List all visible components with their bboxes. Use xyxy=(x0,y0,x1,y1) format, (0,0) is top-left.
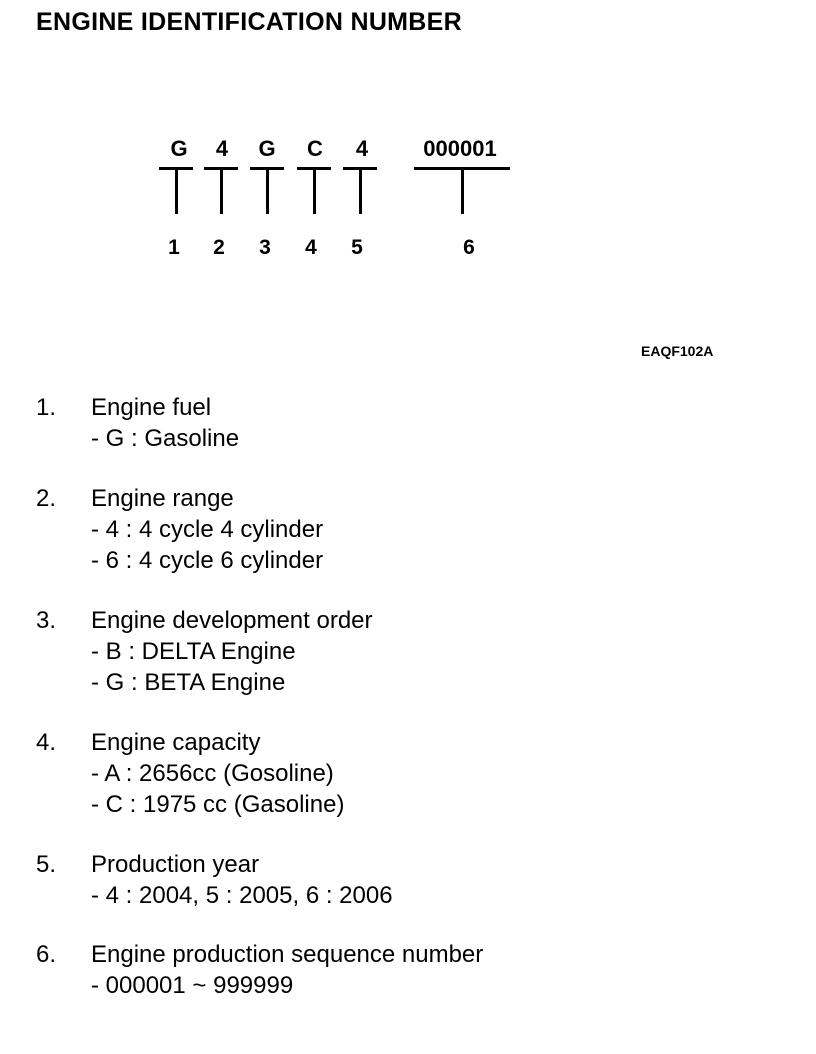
code-char-4: C xyxy=(307,136,323,161)
item-heading: Engine range xyxy=(91,485,234,512)
item-number: 6. xyxy=(36,941,57,968)
item-heading: Production year xyxy=(91,851,260,878)
position-number-1: 1 xyxy=(168,236,180,259)
item-heading: Engine production sequence number xyxy=(91,941,484,968)
item-detail: - A : 2656cc (Gosoline) xyxy=(91,760,334,787)
item-heading: Engine capacity xyxy=(91,729,261,756)
item-detail: - G : Gasoline xyxy=(91,425,240,452)
item-heading: Engine development order xyxy=(91,607,373,634)
item-detail: - C : 1975 cc (Gasoline) xyxy=(91,791,345,818)
item-detail: - 4 : 4 cycle 4 cylinder xyxy=(91,516,324,543)
code-char-5: 4 xyxy=(355,136,369,161)
position-number-5: 5 xyxy=(351,236,363,259)
item-number: 5. xyxy=(36,851,57,878)
code-char-2: 4 xyxy=(215,136,229,161)
item-number: 3. xyxy=(36,607,57,634)
item-detail: - B : DELTA Engine xyxy=(91,638,296,665)
item-number: 2. xyxy=(36,485,57,512)
item-heading: Engine fuel xyxy=(91,394,212,421)
code-char-6: 000001 xyxy=(423,136,497,161)
page-title: ENGINE IDENTIFICATION NUMBER xyxy=(36,8,462,36)
item-detail: - 6 : 4 cycle 6 cylinder xyxy=(91,547,324,574)
code-char-3: G xyxy=(258,136,276,161)
item-detail: - G : BETA Engine xyxy=(91,669,286,696)
item-detail: - 4 : 2004, 5 : 2005, 6 : 2006 xyxy=(91,882,393,909)
position-number-3: 3 xyxy=(259,236,271,259)
item-detail: - 000001 ~ 999999 xyxy=(91,972,294,999)
figure-reference-code: EAQF102A xyxy=(641,343,714,359)
position-number-4: 4 xyxy=(305,236,317,259)
code-char-1: G xyxy=(170,136,188,161)
item-number: 4. xyxy=(36,729,57,756)
position-number-2: 2 xyxy=(213,236,225,259)
position-number-6: 6 xyxy=(463,236,475,259)
item-number: 1. xyxy=(36,394,57,421)
